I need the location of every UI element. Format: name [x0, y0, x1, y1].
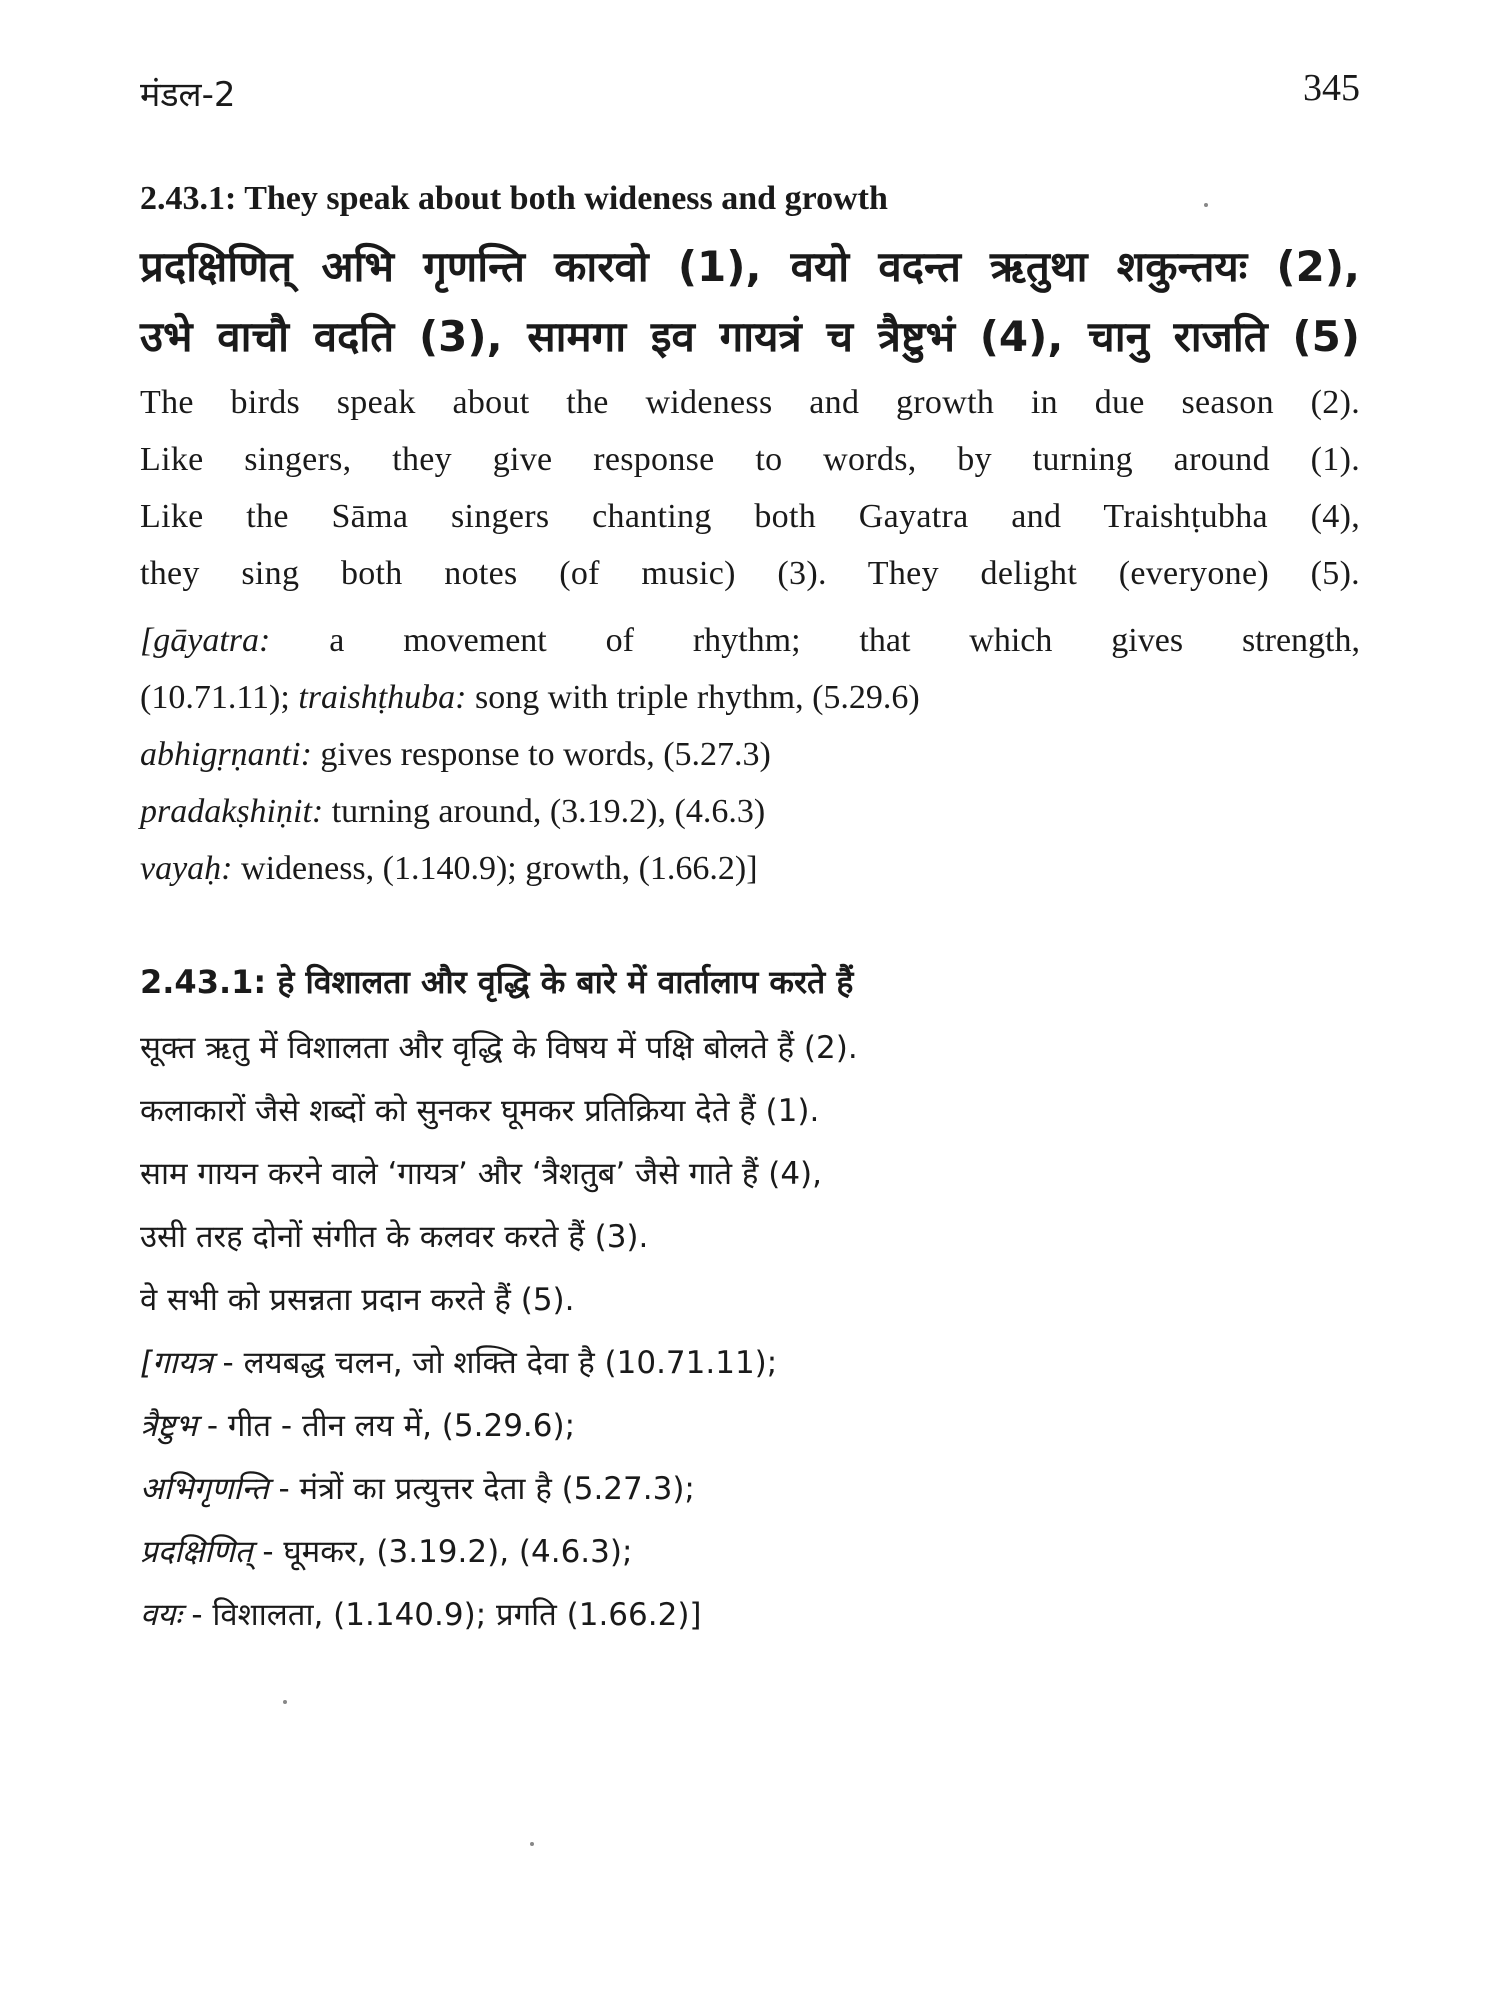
hindi-line: सूक्त ऋतु में विशालता और वृद्धि के विषय में पक्षि बोलते हैं (2). [140, 1030, 858, 1066]
glossary-definition: - घूमकर, (3.19.2), (4.6.3); [252, 1534, 633, 1570]
glossary-term: pradakṣhiṇit: [140, 793, 324, 830]
glossary-term: त्रैष्टुभ [140, 1408, 198, 1444]
hindi-line: वे सभी को प्रसन्नता प्रदान करते हैं (5). [140, 1282, 575, 1318]
glossary-term: अभिगृणन्ति [140, 1471, 269, 1507]
glossary-term: abhigṛṇanti: [140, 736, 312, 773]
hindi-glossary [140, 1332, 1360, 1647]
glossary-definition: (10.71.11); [140, 679, 299, 716]
verse-line: प्रदक्षिणित् अभि गृणन्ति कारवो (1), वयो वदन्त ऋतुथा शकुन्तयः (2), [140, 242, 1360, 291]
page-number: 345 [1303, 67, 1360, 109]
section-heading-hindi: 2.43.1: हे विशालता और वृद्धि के बारे में वार्तालाप करते हैं [140, 963, 854, 1001]
glossary-definition: a movement of rhythm; that which gives strength, [270, 622, 1360, 659]
translation-line: Like singers, they give response to words, by turning around (1). [140, 441, 1360, 478]
glossary-definition: song with triple rhythm, (5.29.6) [466, 679, 920, 716]
glossary-definition: - मंत्रों का प्रत्युत्तर देता है (5.27.3); [268, 1471, 695, 1507]
glossary-line [140, 1395, 1360, 1458]
sanskrit-verse [140, 232, 1360, 372]
glossary-line [140, 1584, 1360, 1647]
glossary-definition: - लयबद्ध चलन, जो शक्ति देवा है (10.71.11); [212, 1345, 778, 1381]
glossary-definition: turning around, (3.19.2), (4.6.3) [323, 793, 766, 830]
hindi-translation [140, 1017, 1360, 1332]
verse-line: उभे वाचौ वदति (3), सामगा इव गायत्रं च त्रैष्टुभं (4), चानु राजति (5) [140, 312, 1360, 361]
glossary-definition: gives response to words, (5.27.3) [311, 736, 771, 773]
chapter-header: मंडल-2 [140, 75, 236, 115]
glossary-term: [गायत्र [140, 1345, 213, 1381]
section-heading-english: 2.43.1: They speak about both wideness and growth [140, 180, 888, 217]
glossary-line [140, 1521, 1360, 1584]
glossary-line [140, 783, 1360, 840]
hindi-section [140, 960, 1360, 1647]
glossary-term: वयः [140, 1597, 182, 1633]
glossary-definition: - गीत - तीन लय में, (5.29.6); [197, 1408, 576, 1444]
english-section [140, 180, 1360, 897]
glossary-term: प्रदक्षिणित् [140, 1534, 253, 1570]
glossary-line [140, 612, 1360, 669]
hindi-line: साम गायन करने वाले ‘गायत्र’ और ‘त्रैशतुब’ जैसे गाते हैं (4), [140, 1156, 822, 1192]
glossary-line [140, 669, 1360, 726]
speck [283, 1700, 287, 1704]
translation-line: The birds speak about the wideness and growth in due season (2). [140, 384, 1360, 421]
hindi-line: कलाकारों जैसे शब्दों को सुनकर घूमकर प्रतिक्रिया देते हैं (1). [140, 1093, 820, 1129]
glossary-line [140, 1458, 1360, 1521]
english-translation [140, 374, 1360, 602]
glossary-term: traishṭhuba: [298, 679, 467, 716]
glossary-line [140, 1332, 1360, 1395]
speck [530, 1842, 534, 1846]
glossary-line [140, 840, 1360, 897]
translation-line: Like the Sāma singers chanting both Gayatra and Traishṭubha (4), [140, 498, 1360, 535]
glossary-definition: - विशालता, (1.140.9); प्रगति (1.66.2)] [181, 1597, 702, 1633]
glossary-definition: wideness, (1.140.9); growth, (1.66.2)] [232, 850, 758, 887]
translation-line: they sing both notes (of music) (3). They delight (everyone) (5). [140, 555, 1360, 592]
hindi-line: उसी तरह दोनों संगीत के कलवर करते हैं (3). [140, 1219, 649, 1255]
english-glossary [140, 612, 1360, 897]
speck [1204, 203, 1208, 207]
glossary-line [140, 726, 1360, 783]
glossary-term: [gāyatra: [140, 622, 271, 659]
glossary-term: vayaḥ: [140, 850, 233, 887]
